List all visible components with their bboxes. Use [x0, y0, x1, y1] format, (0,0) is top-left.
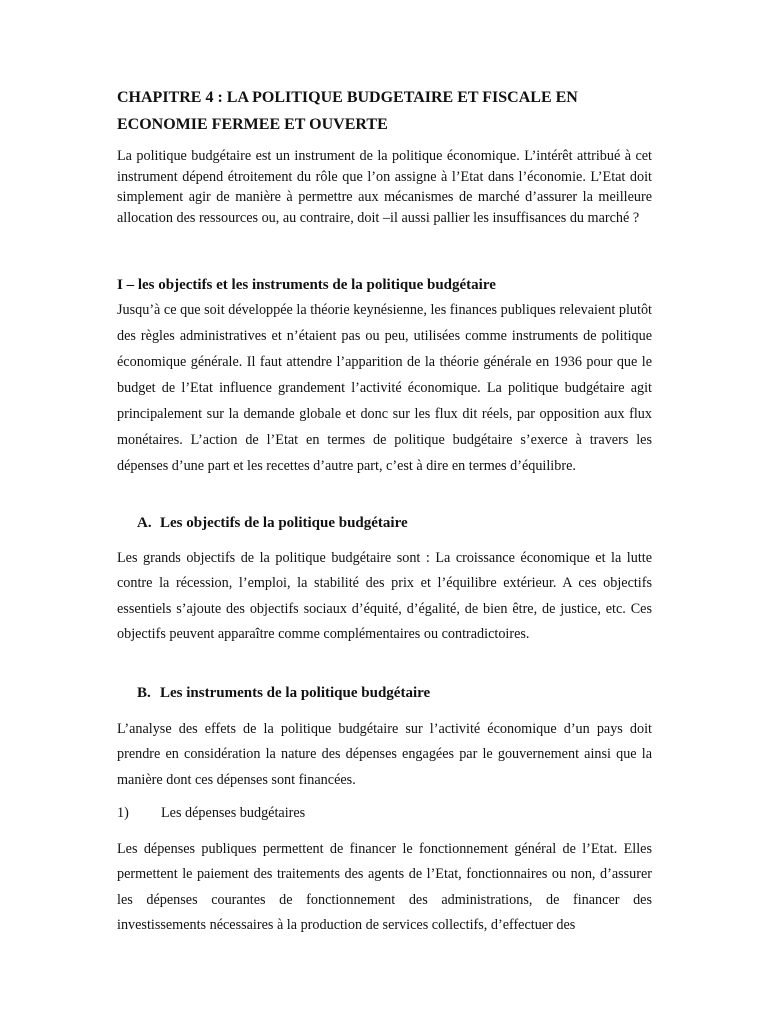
subsection-label-a: A. — [137, 515, 152, 531]
chapter-title: CHAPITRE 4 : LA POLITIQUE BUDGETAIRE ET FISCALE EN ECONOMIE FERMEE ET OUVERTE — [117, 89, 578, 133]
subsection-title-b: Les instruments de la politique budgétaire — [160, 685, 431, 701]
subsection-heading-a — [137, 513, 652, 533]
subsection-label-b: B. — [137, 685, 151, 701]
intro-paragraph: La politique budgétaire est un instrument de la politique économique. L’intérêt attribué à cet instrument dépend étroitement du rôle que l’on assigne à l’Etat dans l’économie. L’Etat doit simplement agir de manière à permettre aux mécanismes de marché d’assurer la meilleure allocation des ressources ou, au contraire, doit –il aussi pallier les insuffisances du marché ? — [117, 148, 652, 226]
item-label-1: 1) — [117, 805, 129, 821]
subsection-heading-b — [137, 683, 652, 703]
item-heading-depenses — [117, 803, 652, 823]
item-title-1: Les dépenses budgétaires — [161, 805, 306, 821]
subsection-paragraph-instruments: L’analyse des effets de la politique budgétaire sur l’activité économique d’un pays doit prendre en considération la nature des dépenses engagées par le gouvernement ainsi que la manière dont ces dépenses sont financées. — [117, 721, 652, 788]
subsection-title-a: Les objectifs de la politique budgétaire — [160, 515, 408, 531]
section-heading-objectives-instruments: I – les objectifs et les instruments de la politique budgétaire — [117, 277, 496, 293]
subsection-paragraph-objectives: Les grands objectifs de la politique budgétaire sont : La croissance économique et la lutte contre la récession, l’emploi, la stabilité des prix et l’équilibre extérieur. A ces objectifs essentiels s’ajoute des objectifs sociaux d’équité, d’égalité, de bien être, de justice, etc. Ces objectifs peuvent apparaître comme complémentaires ou contradictoires. — [117, 550, 652, 643]
item-paragraph-depenses: Les dépenses publiques permettent de financer le fonctionnement général de l’Etat. Elles permettent le paiement des traitements des agents de l’Etat, fonctionnaires ou non, d’assurer les dépenses courantes de fonctionnement des administrations, de financer des investissements nécessaires à la production de services collectifs, d’effectuer des — [117, 841, 652, 934]
section-paragraph-keynesian: Jusqu’à ce que soit développée la théorie keynésienne, les finances publiques relevaient plutôt des règles administratives et n’étaient pas ou peu, utilisées comme instruments de politique économique générale. Il faut attendre l’apparition de la théorie générale en 1936 pour que le budget de l’Etat influence grandement l’activité économique. La politique budgétaire agit principalement sur la demande globale et donc sur les flux dit réels, par opposition aux flux monétaires. L’action de l’Etat en termes de politique budgétaire s’exerce à travers les dépenses d’une part et les recettes d’autre part, c’est à dire en termes d’équilibre. — [117, 302, 652, 474]
